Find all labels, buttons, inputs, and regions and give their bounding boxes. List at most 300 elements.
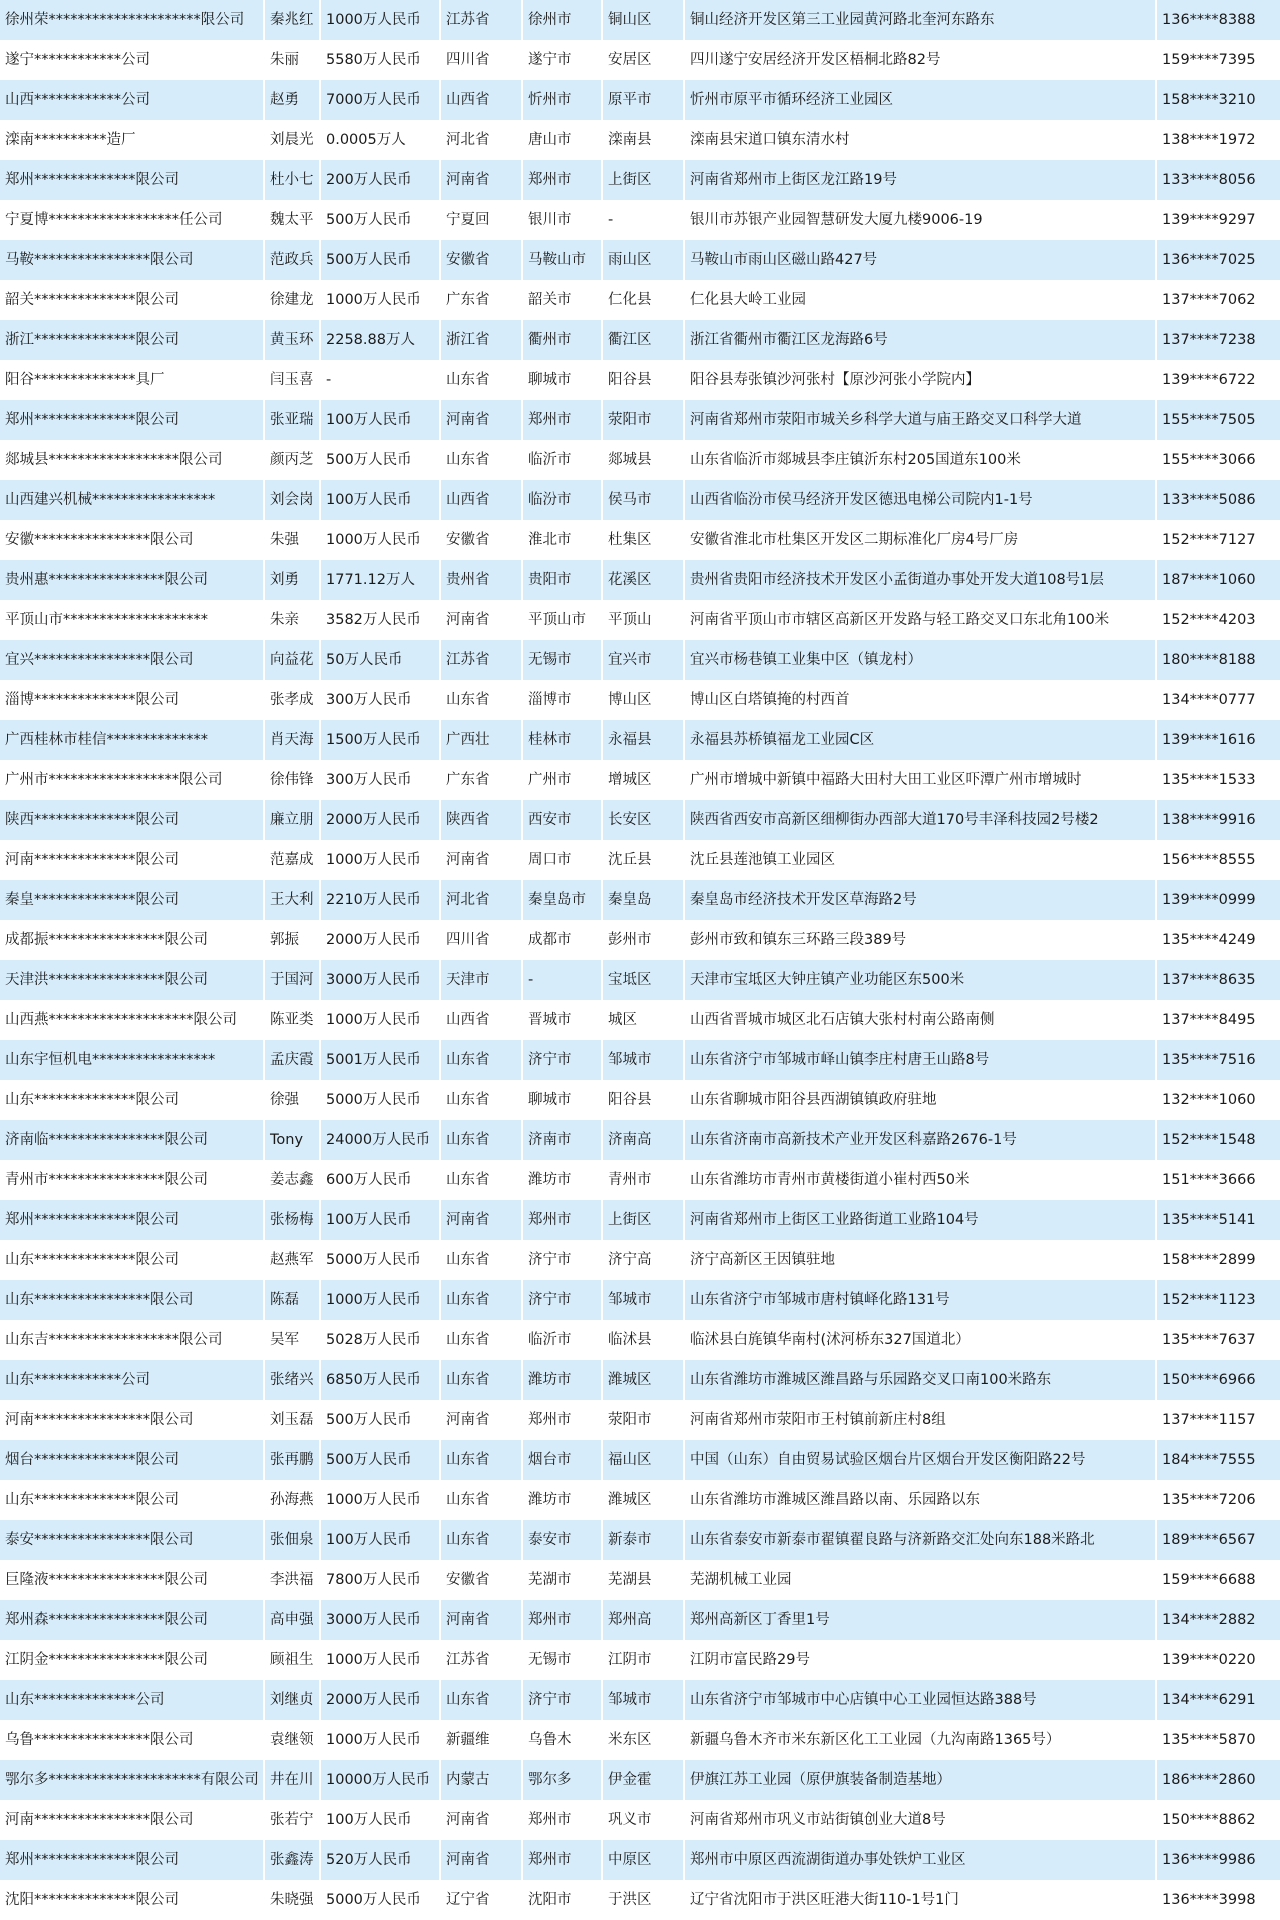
capital-cell: 5001万人民币 [321, 1040, 441, 1080]
city-cell: 济宁市 [523, 1240, 603, 1280]
phone-cell: 139****1616 [1157, 720, 1280, 760]
phone-cell: 152****1548 [1157, 1120, 1280, 1160]
company-name-cell: 青州市****************限公司 [0, 1160, 265, 1200]
contact-cell: 范政兵 [265, 240, 321, 280]
contact-cell: 刘晨光 [265, 120, 321, 160]
company-name-cell: 山东吉******************限公司 [0, 1320, 265, 1360]
province-cell: 江苏省 [441, 640, 523, 680]
city-cell: 广州市 [523, 760, 603, 800]
city-cell: 韶关市 [523, 280, 603, 320]
address-cell: 山东省临沂市郯城县李庄镇沂东村205国道东100米 [685, 440, 1157, 480]
city-cell: 聊城市 [523, 360, 603, 400]
company-name-cell: 山东宇恒机电***************** [0, 1040, 265, 1080]
table-row [0, 1480, 1280, 1520]
company-name-cell: 安徽****************限公司 [0, 520, 265, 560]
district-cell: 青州市 [603, 1160, 685, 1200]
company-name-cell: 河南****************限公司 [0, 1800, 265, 1840]
city-cell: 唐山市 [523, 120, 603, 160]
province-cell: 山东省 [441, 1280, 523, 1320]
district-cell: 济南高 [603, 1120, 685, 1160]
contact-cell: 向益花 [265, 640, 321, 680]
district-cell: 江阴市 [603, 1640, 685, 1680]
city-cell: 贵阳市 [523, 560, 603, 600]
contact-cell: 吴军 [265, 1320, 321, 1360]
capital-cell: 7000万人民币 [321, 80, 441, 120]
company-name-cell: 山西************公司 [0, 80, 265, 120]
capital-cell: 3582万人民币 [321, 600, 441, 640]
company-name-cell: 平顶山市******************** [0, 600, 265, 640]
district-cell: 彭州市 [603, 920, 685, 960]
address-cell: 山东省潍坊市潍城区潍昌路以南、乐园路以东 [685, 1480, 1157, 1520]
city-cell: - [523, 960, 603, 1000]
company-name-cell: 山东**************限公司 [0, 1480, 265, 1520]
capital-cell: 100万人民币 [321, 1200, 441, 1240]
phone-cell: 133****5086 [1157, 480, 1280, 520]
capital-cell: 10000万人民币 [321, 1760, 441, 1800]
company-name-cell: 徐州荣*********************限公司 [0, 0, 265, 40]
address-cell: 沈丘县莲池镇工业园区 [685, 840, 1157, 880]
table-row [0, 1720, 1280, 1760]
address-cell: 山东省聊城市阳谷县西湖镇镇政府驻地 [685, 1080, 1157, 1120]
contact-cell: 颜丙芝 [265, 440, 321, 480]
district-cell: 阳谷县 [603, 360, 685, 400]
city-cell: 成都市 [523, 920, 603, 960]
address-cell: 辽宁省沈阳市于洪区旺港大街110-1号1门 [685, 1880, 1157, 1920]
city-cell: 临沂市 [523, 440, 603, 480]
city-cell: 郑州市 [523, 1400, 603, 1440]
capital-cell: 520万人民币 [321, 1840, 441, 1880]
city-cell: 沈阳市 [523, 1880, 603, 1920]
table-row [0, 1680, 1280, 1720]
table-row [0, 0, 1280, 40]
address-cell: 河南省郑州市荥阳市城关乡科学大道与庙王路交叉口科学大道 [685, 400, 1157, 440]
phone-cell: 139****9297 [1157, 200, 1280, 240]
district-cell: 芜湖县 [603, 1560, 685, 1600]
city-cell: 济南市 [523, 1120, 603, 1160]
table-row [0, 120, 1280, 160]
table-row [0, 1440, 1280, 1480]
table-row [0, 1320, 1280, 1360]
phone-cell: 159****7395 [1157, 40, 1280, 80]
company-name-cell: 秦皇**************限公司 [0, 880, 265, 920]
phone-cell: 135****5141 [1157, 1200, 1280, 1240]
company-name-cell: 山西建兴机械***************** [0, 480, 265, 520]
address-cell: 江阴市富民路29号 [685, 1640, 1157, 1680]
district-cell: 福山区 [603, 1440, 685, 1480]
district-cell: 原平市 [603, 80, 685, 120]
contact-cell: 张再鹏 [265, 1440, 321, 1480]
contact-cell: Tony [265, 1120, 321, 1160]
contact-cell: 魏太平 [265, 200, 321, 240]
capital-cell: 500万人民币 [321, 1400, 441, 1440]
district-cell: 潍城区 [603, 1480, 685, 1520]
contact-cell: 徐强 [265, 1080, 321, 1120]
table-row [0, 640, 1280, 680]
address-cell: 中国（山东）自由贸易试验区烟台片区烟台开发区衡阳路22号 [685, 1440, 1157, 1480]
province-cell: 陕西省 [441, 800, 523, 840]
company-name-cell: 郑州**************限公司 [0, 1200, 265, 1240]
address-cell: 忻州市原平市循环经济工业园区 [685, 80, 1157, 120]
phone-cell: 137****8635 [1157, 960, 1280, 1000]
company-name-cell: 遂宁************公司 [0, 40, 265, 80]
city-cell: 聊城市 [523, 1080, 603, 1120]
company-name-cell: 山东****************限公司 [0, 1280, 265, 1320]
city-cell: 忻州市 [523, 80, 603, 120]
district-cell: 滦南县 [603, 120, 685, 160]
district-cell: 侯马市 [603, 480, 685, 520]
district-cell: 郑州高 [603, 1600, 685, 1640]
company-name-cell: 山东**************限公司 [0, 1240, 265, 1280]
province-cell: 河南省 [441, 400, 523, 440]
phone-cell: 150****8862 [1157, 1800, 1280, 1840]
contact-cell: 孙海燕 [265, 1480, 321, 1520]
table-row [0, 200, 1280, 240]
province-cell: 山东省 [441, 1360, 523, 1400]
province-cell: 江苏省 [441, 0, 523, 40]
district-cell: 城区 [603, 1000, 685, 1040]
province-cell: 河北省 [441, 880, 523, 920]
phone-cell: 135****4249 [1157, 920, 1280, 960]
district-cell: 荥阳市 [603, 400, 685, 440]
province-cell: 山东省 [441, 440, 523, 480]
address-cell: 浙江省衢州市衢江区龙海路6号 [685, 320, 1157, 360]
address-cell: 宜兴市杨巷镇工业集中区（镇龙村） [685, 640, 1157, 680]
capital-cell: 7800万人民币 [321, 1560, 441, 1600]
district-cell: 安居区 [603, 40, 685, 80]
address-cell: 山东省济南市高新技术产业开发区科嘉路2676-1号 [685, 1120, 1157, 1160]
contact-cell: 陈磊 [265, 1280, 321, 1320]
capital-cell: 1000万人民币 [321, 1000, 441, 1040]
address-cell: 河南省平顶山市市辖区高新区开发路与轻工路交叉口东北角100米 [685, 600, 1157, 640]
company-name-cell: 韶关**************限公司 [0, 280, 265, 320]
table-row [0, 520, 1280, 560]
city-cell: 郑州市 [523, 1200, 603, 1240]
contact-cell: 孟庆霞 [265, 1040, 321, 1080]
phone-cell: 134****0777 [1157, 680, 1280, 720]
city-cell: 济宁市 [523, 1680, 603, 1720]
province-cell: 安徽省 [441, 240, 523, 280]
province-cell: 河南省 [441, 600, 523, 640]
phone-cell: 152****4203 [1157, 600, 1280, 640]
table-row [0, 1760, 1280, 1800]
contact-cell: 廉立朋 [265, 800, 321, 840]
capital-cell: 0.0005万人 [321, 120, 441, 160]
district-cell: 上街区 [603, 1200, 685, 1240]
capital-cell: - [321, 360, 441, 400]
contact-cell: 朱亲 [265, 600, 321, 640]
table-row [0, 1880, 1280, 1920]
table-row [0, 1160, 1280, 1200]
contact-cell: 范嘉成 [265, 840, 321, 880]
province-cell: 广东省 [441, 280, 523, 320]
address-cell: 山西省晋城市城区北石店镇大张村村南公路南侧 [685, 1000, 1157, 1040]
phone-cell: 155****7505 [1157, 400, 1280, 440]
phone-cell: 152****7127 [1157, 520, 1280, 560]
phone-cell: 187****1060 [1157, 560, 1280, 600]
company-name-cell: 成都振****************限公司 [0, 920, 265, 960]
table-row [0, 760, 1280, 800]
address-cell: 滦南县宋道口镇东清水村 [685, 120, 1157, 160]
address-cell: 山东省济宁市邹城市中心店镇中心工业园恒达路388号 [685, 1680, 1157, 1720]
contact-cell: 杜小七 [265, 160, 321, 200]
table-row [0, 920, 1280, 960]
table-row [0, 360, 1280, 400]
address-cell: 河南省郑州市上街区工业路街道工业路104号 [685, 1200, 1157, 1240]
address-cell: 山东省潍坊市潍城区潍昌路与乐园路交叉口南100米路东 [685, 1360, 1157, 1400]
province-cell: 山东省 [441, 1680, 523, 1720]
table-row [0, 1400, 1280, 1440]
company-name-cell: 宜兴****************限公司 [0, 640, 265, 680]
city-cell: 晋城市 [523, 1000, 603, 1040]
address-cell: 济宁高新区王因镇驻地 [685, 1240, 1157, 1280]
capital-cell: 1000万人民币 [321, 1480, 441, 1520]
district-cell: 新泰市 [603, 1520, 685, 1560]
phone-cell: 137****1157 [1157, 1400, 1280, 1440]
phone-cell: 135****7516 [1157, 1040, 1280, 1080]
district-cell: 仁化县 [603, 280, 685, 320]
table-row [0, 480, 1280, 520]
table-row [0, 680, 1280, 720]
province-cell: 四川省 [441, 40, 523, 80]
phone-cell: 135****5870 [1157, 1720, 1280, 1760]
district-cell: 秦皇岛 [603, 880, 685, 920]
company-name-cell: 滦南**********造厂 [0, 120, 265, 160]
address-cell: 河南省郑州市荥阳市王村镇前新庄村8组 [685, 1400, 1157, 1440]
contact-cell: 张孝成 [265, 680, 321, 720]
city-cell: 潍坊市 [523, 1160, 603, 1200]
table-row [0, 440, 1280, 480]
address-cell: 山东省潍坊市青州市黄楼街道小崔村西50米 [685, 1160, 1157, 1200]
district-cell: 增城区 [603, 760, 685, 800]
province-cell: 浙江省 [441, 320, 523, 360]
address-cell: 山西省临汾市侯马经济开发区德迅电梯公司院内1-1号 [685, 480, 1157, 520]
phone-cell: 136****3998 [1157, 1880, 1280, 1920]
district-cell: 宜兴市 [603, 640, 685, 680]
table-row [0, 1600, 1280, 1640]
table-row [0, 880, 1280, 920]
company-name-cell: 河南**************限公司 [0, 840, 265, 880]
city-cell: 淮北市 [523, 520, 603, 560]
contact-cell: 刘会岗 [265, 480, 321, 520]
province-cell: 河南省 [441, 840, 523, 880]
city-cell: 潍坊市 [523, 1480, 603, 1520]
contact-cell: 刘勇 [265, 560, 321, 600]
address-cell: 永福县苏桥镇福龙工业园C区 [685, 720, 1157, 760]
table-row [0, 1840, 1280, 1880]
company-name-cell: 山西燕********************限公司 [0, 1000, 265, 1040]
table-row [0, 1360, 1280, 1400]
district-cell: 衢江区 [603, 320, 685, 360]
phone-cell: 158****3210 [1157, 80, 1280, 120]
capital-cell: 2000万人民币 [321, 920, 441, 960]
district-cell: 中原区 [603, 1840, 685, 1880]
district-cell: 沈丘县 [603, 840, 685, 880]
company-name-cell: 广州市******************限公司 [0, 760, 265, 800]
contact-cell: 黄玉环 [265, 320, 321, 360]
capital-cell: 2000万人民币 [321, 1680, 441, 1720]
address-cell: 四川遂宁安居经济开发区梧桐北路82号 [685, 40, 1157, 80]
table-row [0, 160, 1280, 200]
address-cell: 河南省郑州市上街区龙江路19号 [685, 160, 1157, 200]
company-name-cell: 山东**************公司 [0, 1680, 265, 1720]
capital-cell: 2258.88万人 [321, 320, 441, 360]
district-cell: 博山区 [603, 680, 685, 720]
district-cell: 巩义市 [603, 1800, 685, 1840]
city-cell: 郑州市 [523, 160, 603, 200]
city-cell: 济宁市 [523, 1280, 603, 1320]
capital-cell: 5000万人民币 [321, 1080, 441, 1120]
city-cell: 无锡市 [523, 640, 603, 680]
province-cell: 四川省 [441, 920, 523, 960]
phone-cell: 135****1533 [1157, 760, 1280, 800]
capital-cell: 1000万人民币 [321, 840, 441, 880]
city-cell: 临汾市 [523, 480, 603, 520]
company-name-cell: 淄博**************限公司 [0, 680, 265, 720]
city-cell: 芜湖市 [523, 1560, 603, 1600]
phone-cell: 180****8188 [1157, 640, 1280, 680]
district-cell: 雨山区 [603, 240, 685, 280]
phone-cell: 134****6291 [1157, 1680, 1280, 1720]
address-cell: 临沭县白旄镇华南村(沭河桥东327国道北） [685, 1320, 1157, 1360]
district-cell: 杜集区 [603, 520, 685, 560]
phone-cell: 139****0220 [1157, 1640, 1280, 1680]
city-cell: 周口市 [523, 840, 603, 880]
address-cell: 银川市苏银产业园智慧研发大厦九楼9006-19 [685, 200, 1157, 240]
district-cell: 阳谷县 [603, 1080, 685, 1120]
phone-cell: 152****1123 [1157, 1280, 1280, 1320]
phone-cell: 159****6688 [1157, 1560, 1280, 1600]
contact-cell: 于国河 [265, 960, 321, 1000]
province-cell: 山东省 [441, 1080, 523, 1120]
contact-cell: 朱晓强 [265, 1880, 321, 1920]
capital-cell: 5000万人民币 [321, 1240, 441, 1280]
province-cell: 山西省 [441, 480, 523, 520]
phone-cell: 139****0999 [1157, 880, 1280, 920]
phone-cell: 135****7206 [1157, 1480, 1280, 1520]
contact-cell: 朱强 [265, 520, 321, 560]
province-cell: 山东省 [441, 1320, 523, 1360]
capital-cell: 1000万人民币 [321, 280, 441, 320]
company-name-cell: 烟台**************限公司 [0, 1440, 265, 1480]
address-cell: 贵州省贵阳市经济技术开发区小孟街道办事处开发大道108号1层 [685, 560, 1157, 600]
province-cell: 辽宁省 [441, 1880, 523, 1920]
address-cell: 郑州市中原区西流湖街道办事处铁炉工业区 [685, 1840, 1157, 1880]
city-cell: 烟台市 [523, 1440, 603, 1480]
contact-cell: 闫玉喜 [265, 360, 321, 400]
capital-cell: 100万人民币 [321, 1520, 441, 1560]
company-name-cell: 浙江**************限公司 [0, 320, 265, 360]
company-name-cell: 沈阳**************限公司 [0, 1880, 265, 1920]
contact-cell: 张杨梅 [265, 1200, 321, 1240]
company-name-cell: 鄂尔多*********************有限公司 [0, 1760, 265, 1800]
company-name-cell: 河南****************限公司 [0, 1400, 265, 1440]
district-cell: 花溪区 [603, 560, 685, 600]
capital-cell: 1000万人民币 [321, 520, 441, 560]
capital-cell: 2210万人民币 [321, 880, 441, 920]
contact-cell: 顾祖生 [265, 1640, 321, 1680]
province-cell: 河南省 [441, 160, 523, 200]
city-cell: 徐州市 [523, 0, 603, 40]
phone-cell: 138****1972 [1157, 120, 1280, 160]
province-cell: 山东省 [441, 1120, 523, 1160]
address-cell: 芜湖机械工业园 [685, 1560, 1157, 1600]
district-cell: 荥阳市 [603, 1400, 685, 1440]
phone-cell: 137****7238 [1157, 320, 1280, 360]
capital-cell: 1500万人民币 [321, 720, 441, 760]
city-cell: 临沂市 [523, 1320, 603, 1360]
company-name-cell: 郑州**************限公司 [0, 400, 265, 440]
address-cell: 广州市增城中新镇中福路大田村大田工业区吓潭广州市增城时 [685, 760, 1157, 800]
company-name-cell: 郑州**************限公司 [0, 160, 265, 200]
province-cell: 广西壮 [441, 720, 523, 760]
address-cell: 山东省济宁市邹城市唐村镇峄化路131号 [685, 1280, 1157, 1320]
district-cell: 潍城区 [603, 1360, 685, 1400]
phone-cell: 184****7555 [1157, 1440, 1280, 1480]
phone-cell: 151****3666 [1157, 1160, 1280, 1200]
company-name-cell: 江阴金****************限公司 [0, 1640, 265, 1680]
contact-cell: 肖天海 [265, 720, 321, 760]
district-cell: 济宁高 [603, 1240, 685, 1280]
capital-cell: 500万人民币 [321, 200, 441, 240]
province-cell: 山东省 [441, 1040, 523, 1080]
province-cell: 山东省 [441, 1160, 523, 1200]
city-cell: 郑州市 [523, 1600, 603, 1640]
contact-cell: 刘继贞 [265, 1680, 321, 1720]
address-cell: 郑州高新区丁香里1号 [685, 1600, 1157, 1640]
district-cell: 邹城市 [603, 1280, 685, 1320]
contact-cell: 秦兆红 [265, 0, 321, 40]
capital-cell: 1000万人民币 [321, 1640, 441, 1680]
city-cell: 乌鲁木 [523, 1720, 603, 1760]
table-row [0, 1120, 1280, 1160]
capital-cell: 1000万人民币 [321, 0, 441, 40]
address-cell: 河南省郑州市巩义市站街镇创业大道8号 [685, 1800, 1157, 1840]
province-cell: 新疆维 [441, 1720, 523, 1760]
province-cell: 山东省 [441, 1520, 523, 1560]
capital-cell: 50万人民币 [321, 640, 441, 680]
table-row [0, 1000, 1280, 1040]
city-cell: 潍坊市 [523, 1360, 603, 1400]
capital-cell: 3000万人民币 [321, 1600, 441, 1640]
district-cell: 邹城市 [603, 1040, 685, 1080]
company-name-cell: 巨隆液****************限公司 [0, 1560, 265, 1600]
contact-cell: 井在川 [265, 1760, 321, 1800]
contact-cell: 朱丽 [265, 40, 321, 80]
district-cell: 长安区 [603, 800, 685, 840]
city-cell: 西安市 [523, 800, 603, 840]
city-cell: 马鞍山市 [523, 240, 603, 280]
phone-cell: 158****2899 [1157, 1240, 1280, 1280]
capital-cell: 24000万人民币 [321, 1120, 441, 1160]
capital-cell: 300万人民币 [321, 680, 441, 720]
table-row [0, 280, 1280, 320]
district-cell: 米东区 [603, 1720, 685, 1760]
contact-cell: 刘玉磊 [265, 1400, 321, 1440]
company-name-cell: 马鞍****************限公司 [0, 240, 265, 280]
province-cell: 河南省 [441, 1800, 523, 1840]
city-cell: 泰安市 [523, 1520, 603, 1560]
province-cell: 山西省 [441, 1000, 523, 1040]
phone-cell: 137****7062 [1157, 280, 1280, 320]
phone-cell: 150****6966 [1157, 1360, 1280, 1400]
district-cell: 上街区 [603, 160, 685, 200]
capital-cell: 5580万人民币 [321, 40, 441, 80]
company-name-cell: 陕西**************限公司 [0, 800, 265, 840]
table-row [0, 240, 1280, 280]
company-name-cell: 郑州森****************限公司 [0, 1600, 265, 1640]
company-name-cell: 郯城县******************限公司 [0, 440, 265, 480]
table-row [0, 1640, 1280, 1680]
